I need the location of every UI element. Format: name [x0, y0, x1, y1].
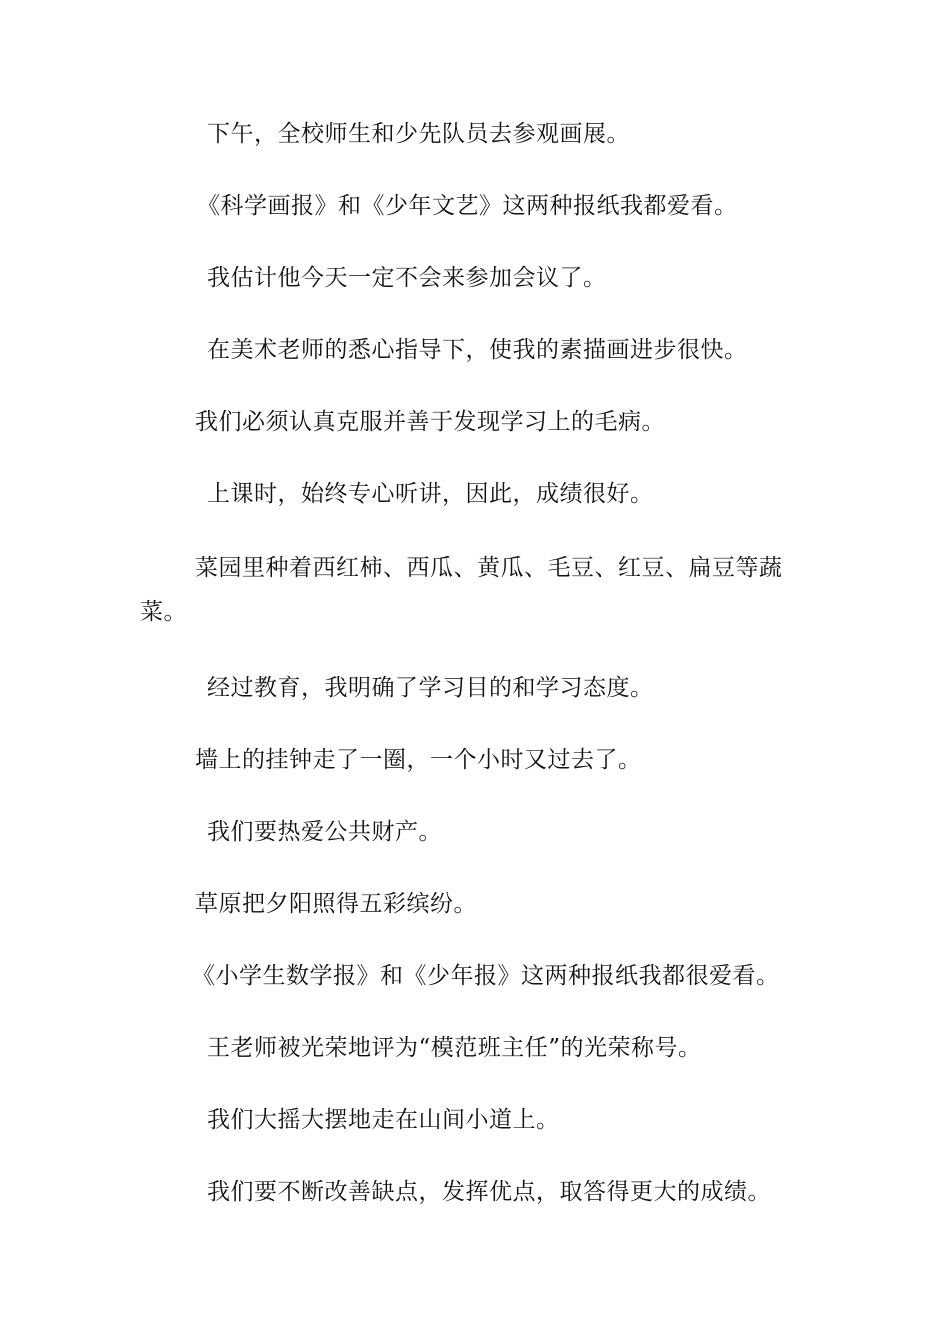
sentence-11: 草原把夕阳照得五彩缤纷。	[195, 891, 477, 917]
sentence-1: 下午，全校师生和少先队员去参观画展。	[207, 121, 630, 147]
sentence-15: 我们要不断改善缺点，发挥优点，取答得更大的成绩。	[207, 1179, 771, 1205]
sentence-12: 《小学生数学报》和《少年报》这两种报纸我都很爱看。	[192, 963, 780, 989]
sentence-13: 王老师被光荣地评为“模范班主任”的光荣称号。	[207, 1035, 702, 1061]
sentence-2: 《科学画报》和《少年文艺》这两种报纸我都爱看。	[197, 193, 738, 219]
sentence-3: 我估计他今天一定不会来参加会议了。	[207, 265, 607, 291]
sentence-5: 我们必须认真克服并善于发现学习上的毛病。	[195, 409, 665, 435]
sentence-6: 上课时，始终专心听讲，因此，成绩很好。	[207, 481, 654, 507]
sentence-7-text: 菜园里种着西红柿、西瓜、黄瓜、毛豆、红豆、扁豆等蔬菜。	[140, 555, 783, 625]
sentence-8: 经过教育，我明确了学习目的和学习态度。	[207, 675, 654, 701]
sentence-10: 我们要热爱公共财产。	[207, 819, 442, 845]
sentence-9: 墙上的挂钟走了一圈，一个小时又过去了。	[195, 747, 642, 773]
sentence-4: 在美术老师的悉心指导下，使我的素描画进步很快。	[207, 337, 748, 363]
sentence-14: 我们大摇大摆地走在山间小道上。	[207, 1107, 560, 1133]
sentence-7	[140, 546, 810, 634]
